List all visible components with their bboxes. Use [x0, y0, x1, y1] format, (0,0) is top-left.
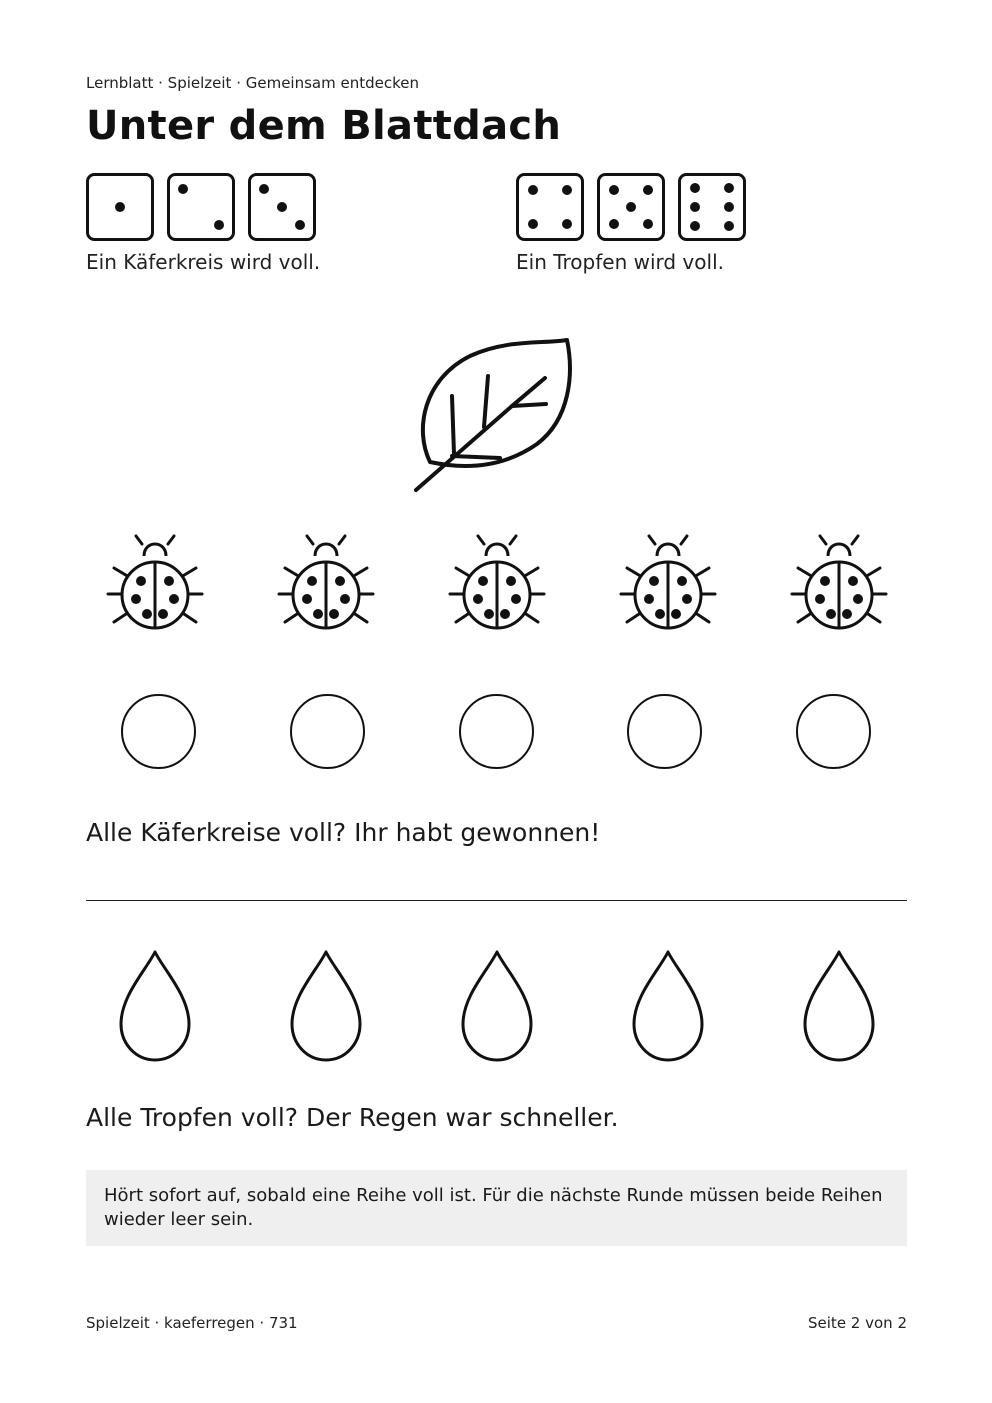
- dice-group-kaeferkreis: [86, 173, 316, 241]
- die-face-6-icon: [678, 173, 746, 241]
- raindrop-icon: [116, 948, 194, 1064]
- raindrop-icon: [800, 948, 878, 1064]
- raindrop-icon: [287, 948, 365, 1064]
- dice-group-tropfen: [516, 173, 746, 241]
- kaeferkreis-row: [121, 694, 871, 769]
- win-message: Alle Käferkreise voll? Ihr habt gewonnen!: [86, 818, 601, 847]
- empty-circle: [459, 694, 534, 769]
- empty-circle: [290, 694, 365, 769]
- die-face-2-icon: [167, 173, 235, 241]
- leaf-icon: [412, 334, 577, 498]
- ladybug-icon: [617, 532, 719, 634]
- die-face-5-icon: [597, 173, 665, 241]
- raindrop-icon: [458, 948, 536, 1064]
- ladybug-icon: [104, 532, 206, 634]
- ladybug-row: [104, 532, 890, 634]
- rule-text: Hört sofort auf, sobald eine Reihe voll ist. Für die nächste Runde müssen beide Reihen wieder leer sein.: [104, 1185, 883, 1230]
- empty-circle: [627, 694, 702, 769]
- ladybug-icon: [788, 532, 890, 634]
- ladybug-icon: [446, 532, 548, 634]
- rule-note: [86, 1170, 907, 1246]
- empty-circle: [796, 694, 871, 769]
- die-face-3-icon: [248, 173, 316, 241]
- lose-message: Alle Tropfen voll? Der Regen war schneller.: [86, 1103, 619, 1132]
- footer-left: Spielzeit · kaeferregen · 731: [86, 1314, 298, 1332]
- dice-caption-tropfen: Ein Tropfen wird voll.: [516, 250, 724, 274]
- die-face-1-icon: [86, 173, 154, 241]
- empty-circle: [121, 694, 196, 769]
- die-face-4-icon: [516, 173, 584, 241]
- raindrop-icon: [629, 948, 707, 1064]
- dice-caption-kaeferkreis: Ein Käferkreis wird voll.: [86, 250, 321, 274]
- page-title: Unter dem Blattdach: [86, 103, 562, 149]
- breadcrumb: Lernblatt · Spielzeit · Gemeinsam entdecken: [86, 74, 419, 92]
- ladybug-icon: [275, 532, 377, 634]
- divider: [86, 900, 907, 901]
- footer-right: Seite 2 von 2: [808, 1314, 907, 1332]
- tropfen-row: [116, 948, 878, 1064]
